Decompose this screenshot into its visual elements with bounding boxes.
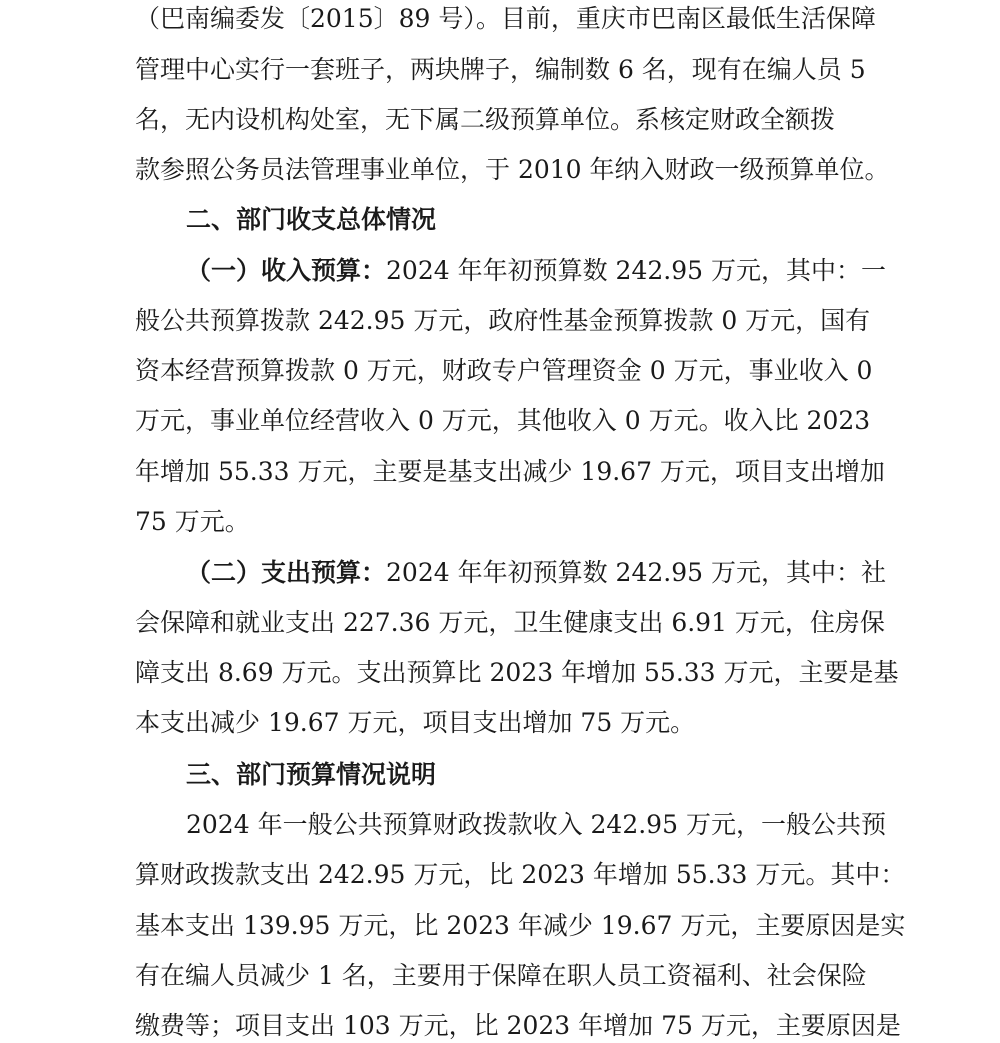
paragraph-line: 75 万元。 [135, 507, 250, 536]
paragraph-line: 算财政拨款支出 242.95 万元，比 2023 年增加 55.33 万元。其中： [135, 860, 906, 889]
paragraph-line: 障支出 8.69 万元。支出预算比 2023 年增加 55.33 万元，主要是基 [135, 658, 899, 687]
paragraph-line: （巴南编委发〔2015〕89 号）。目前，重庆市巴南区最低生活保障 [135, 4, 876, 33]
paragraph-line: 年增加 55.33 万元，主要是基支出减少 19.67 万元，项目支出增加 [135, 457, 885, 486]
paragraph-line: 缴费等；项目支出 103 万元，比 2023 年增加 75 万元，主要原因是 [135, 1011, 901, 1040]
paragraph-line: 2024 年一般公共预算财政拨款收入 242.95 万元，一般公共预 [186, 810, 886, 839]
paragraph-line: 款参照公务员法管理事业单位，于 2010 年纳入财政一级预算单位。 [135, 155, 890, 184]
expense-budget-text: 2024 年年初预算数 242.95 万元，其中：社 [386, 558, 886, 587]
paragraph-line: 本支出减少 19.67 万元，项目支出增加 75 万元。 [135, 708, 696, 737]
paragraph-line: 会保障和就业支出 227.36 万元，卫生健康支出 6.91 万元，住房保 [135, 608, 885, 637]
paragraph-line: 管理中心实行一套班子，两块牌子，编制数 6 名，现有在编人员 5 [135, 55, 866, 84]
section-heading-2: 二、部门收支总体情况 [186, 205, 437, 234]
expense-budget-label: （二）支出预算： [186, 558, 387, 587]
paragraph-line: 般公共预算拨款 242.95 万元，政府性基金预算拨款 0 万元，国有 [135, 306, 871, 335]
income-budget-text: 2024 年年初预算数 242.95 万元，其中：一 [386, 256, 886, 285]
expense-budget-line [186, 560, 886, 585]
income-budget-label: （一）收入预算： [186, 256, 387, 285]
paragraph-line: 基本支出 139.95 万元，比 2023 年减少 19.67 万元，主要原因是实 [135, 911, 906, 940]
income-budget-line [186, 258, 886, 283]
paragraph-line: 有在编人员减少 1 名，主要用于保障在职人员工资福利、社会保险 [135, 961, 867, 990]
section-heading-3: 三、部门预算情况说明 [186, 760, 437, 789]
paragraph-line: 资本经营预算拨款 0 万元，财政专户管理资金 0 万元，事业收入 0 [135, 356, 873, 385]
paragraph-line: 万元，事业单位经营收入 0 万元，其他收入 0 万元。收入比 2023 [135, 406, 871, 435]
paragraph-line: 名，无内设机构处室，无下属二级预算单位。系核定财政全额拨 [135, 105, 836, 134]
